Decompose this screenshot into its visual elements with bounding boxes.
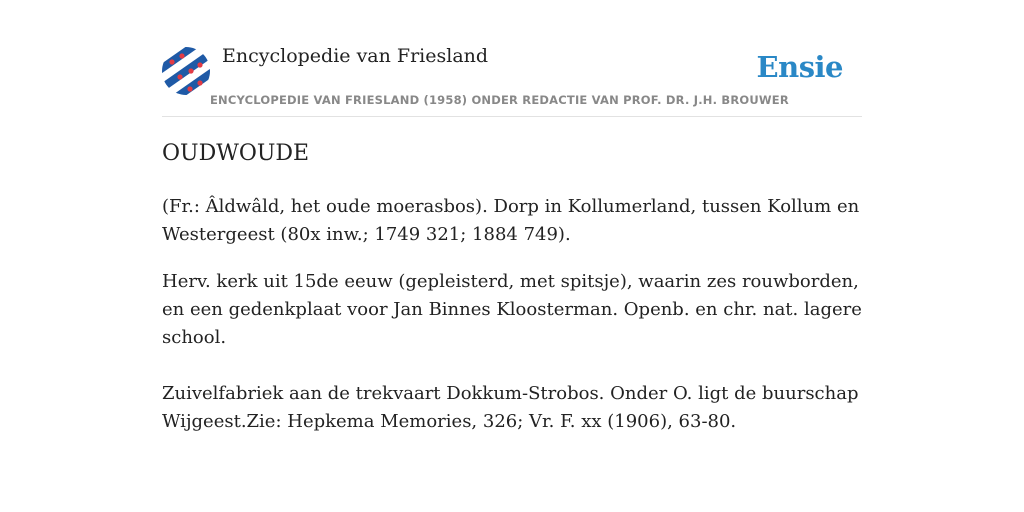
frisian-flag-icon[interactable] <box>162 47 210 95</box>
site-header <box>162 44 862 117</box>
ensie-brand-link[interactable]: Ensie <box>756 50 843 84</box>
article <box>162 138 862 436</box>
article-paragraph-2: Herv. kerk uit 15de eeuw (gepleisterd, met spitsje), waarin zes rouwborden, en een gedenkplaat voor Jan Binnes Kloosterman. Openb. en chr. nat. lagere school. <box>162 271 862 348</box>
site-title-link[interactable]: Encyclopedie van Friesland <box>222 45 489 67</box>
article-title: OUDWOUDE <box>162 141 310 166</box>
site-subtitle: ENCYCLOPEDIE VAN FRIESLAND (1958) ONDER REDACTIE VAN PROF. DR. J.H. BROUWER <box>210 93 789 107</box>
article-paragraph-1: (Fr.: Âldwâld, het oude moerasbos). Dorp in Kollumerland, tussen Kollum en Westergeest (80x inw.; 1749 321; 1884 749). <box>162 196 860 245</box>
article-paragraph-3: Zuivelfabriek aan de trekvaart Dokkum-Strobos. Onder O. ligt de buurschap Wijgeest.Zie: Hepkema Memories, 326; Vr. F. xx (1906), 63-80. <box>162 383 859 432</box>
